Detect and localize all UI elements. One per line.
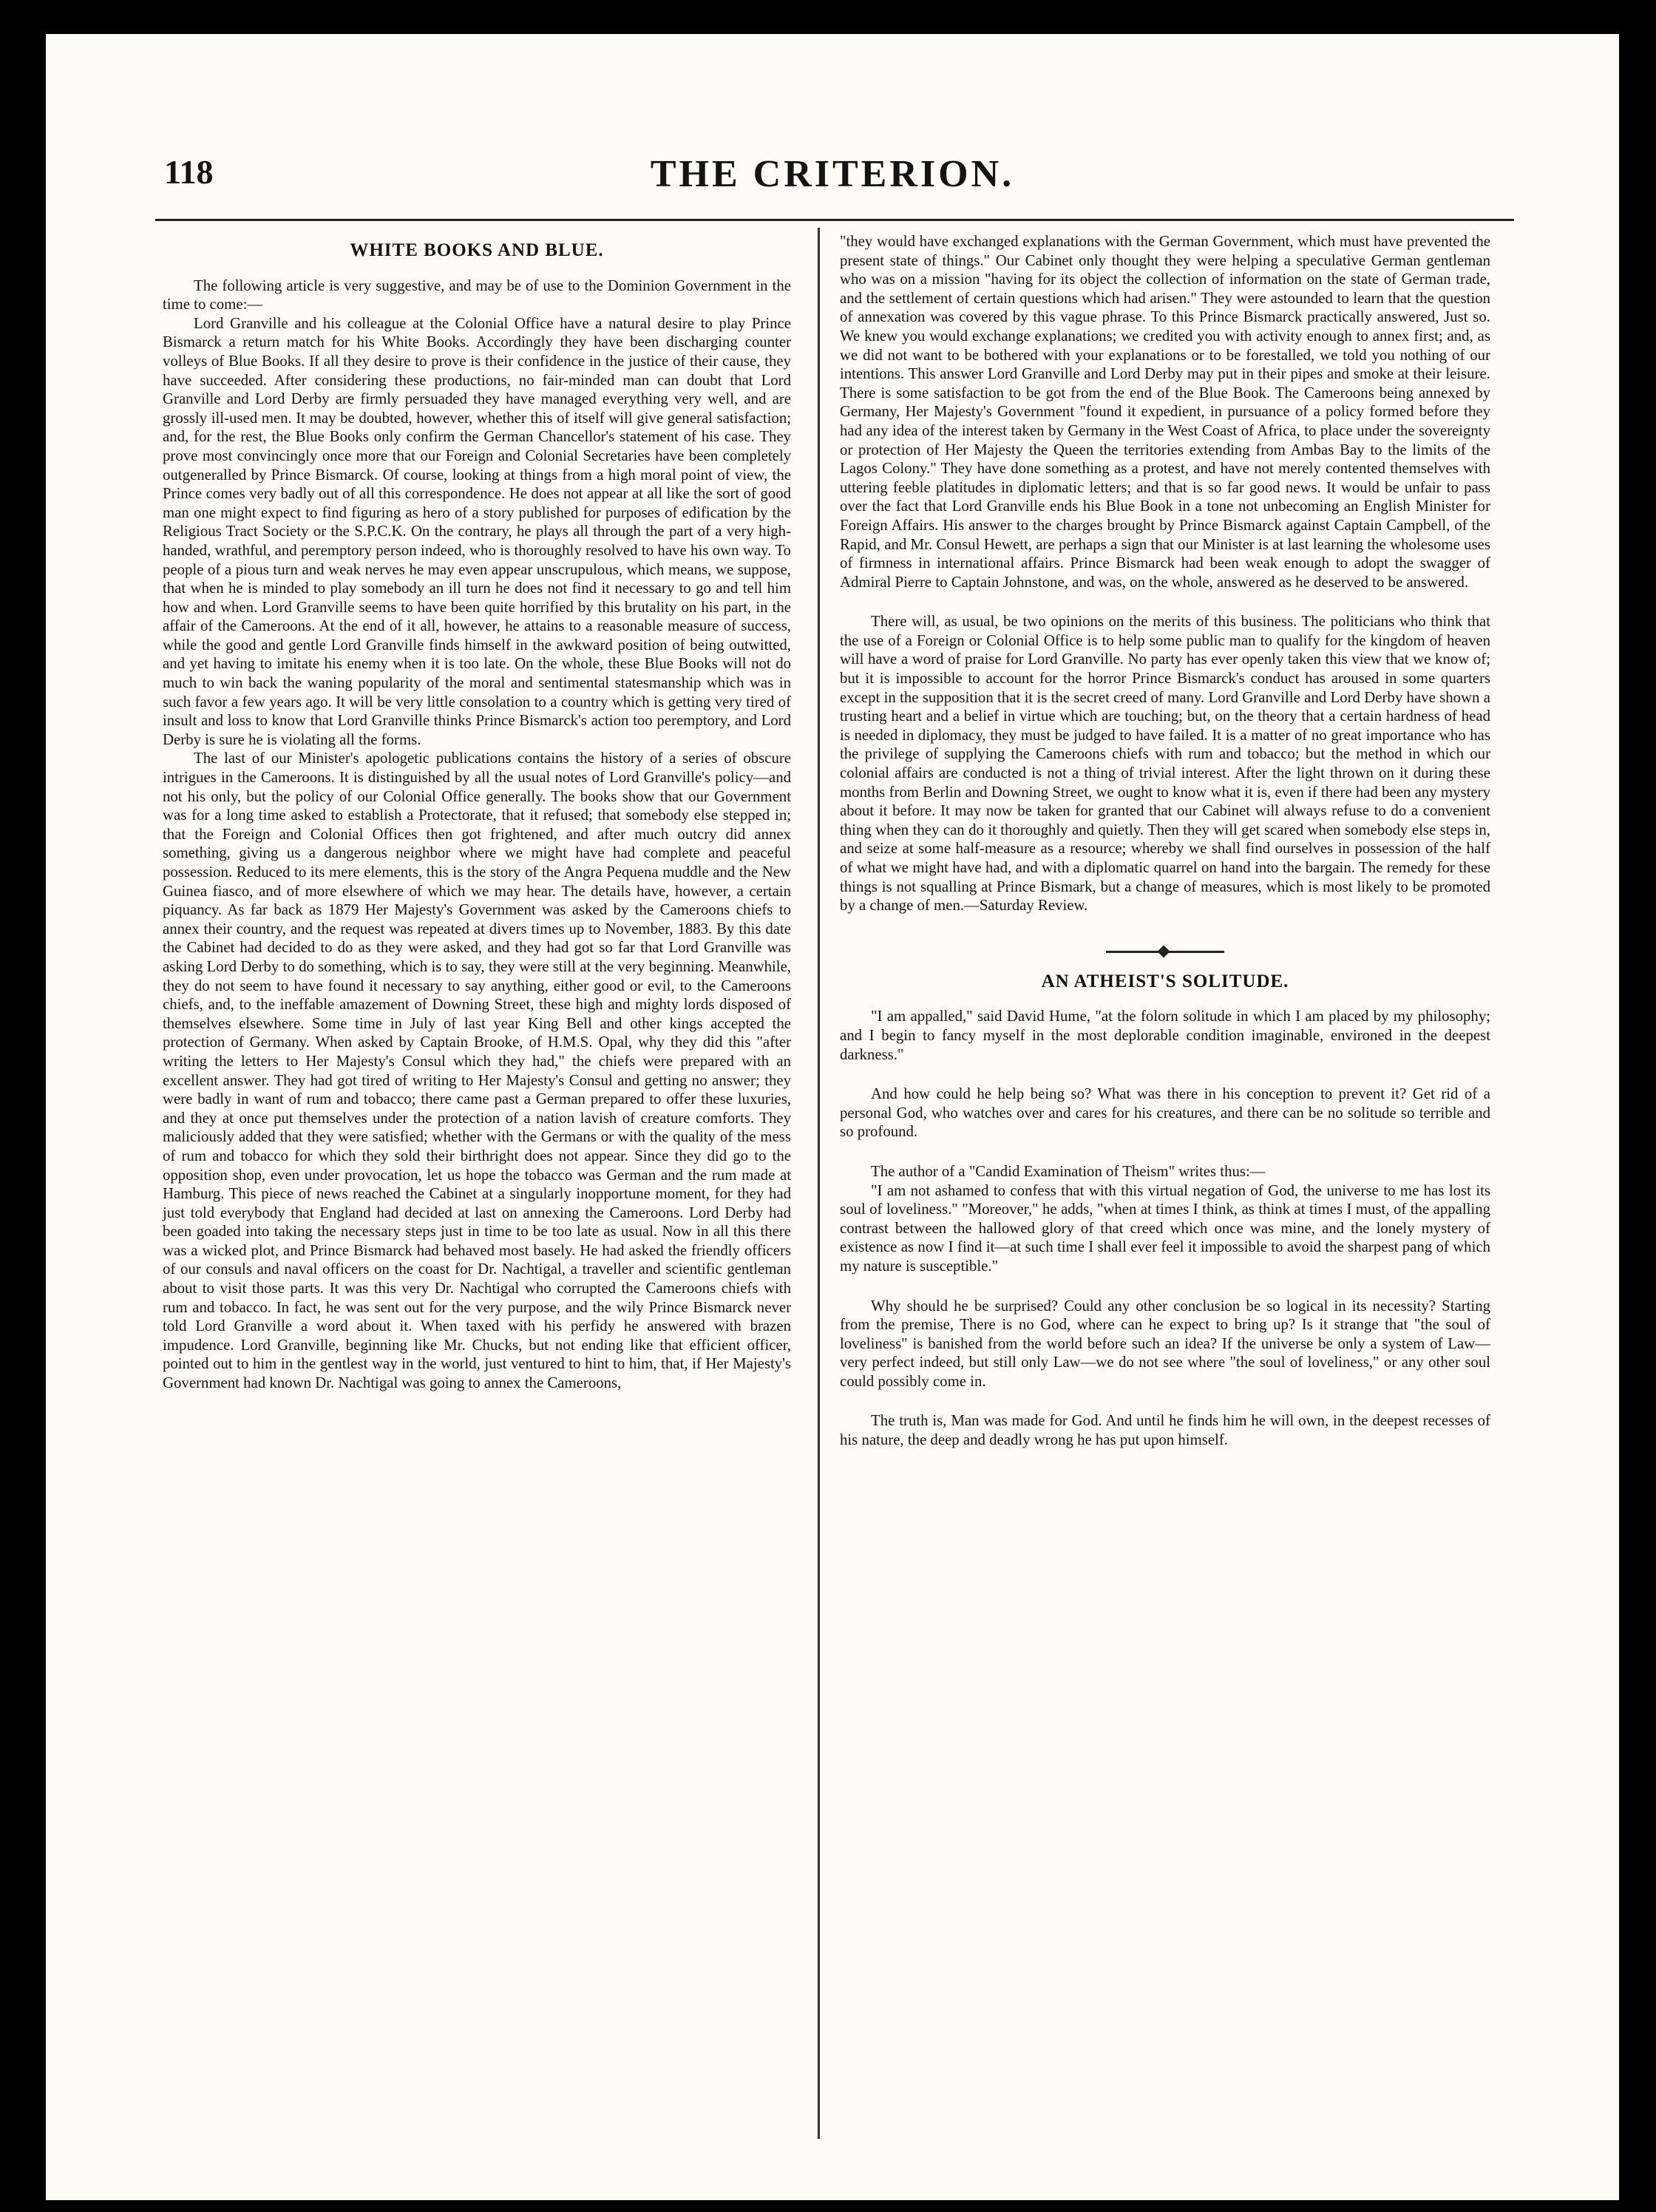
article-paragraph: Why should he be surprised? Could any other conclusion be so logical in its necessity? Starting from the premise, There is no God, where can he expect to bring up? Is it strange that "the soul of loveliness" is banished from the world before such an idea? If the universe be only a system of Law—very perfect indeed, but still only Law—we do not see where "the soul of loveliness," or any other soul could possibly come in.: [840, 1297, 1490, 1390]
left-column: [163, 232, 791, 1393]
article-paragraph: Lord Granville and his colleague at the Colonial Office have a natural desire to play Prince Bismarck a return match for his White Books. Accordingly they have been discharging counter volleys of Blue Books. If all they desire to prove is their confidence in the justice of their cause, they have succeeded. After considering these productions, no fair-minded man can doubt that Lord Granville and Lord Derby are firmly persuaded they have managed everything very well, and are grossly ill-used men. It may be doubted, however, whether this of itself will give general satisfaction; and, for the rest, the Blue Books only confirm the German Chancellor's statement of his case. They prove most convincingly once more that our Foreign and Colonial Secretaries have been completely outgeneralled by Prince Bismarck. Of course, looking at things from a high moral point of view, the Prince comes very badly out of all this correspondence. He does not appear at all like the sort of good man one might expect to find figuring as hero of a story published for purposes of edification by the Religious Tract Society or the S.P.C.K. On the contrary, he plays all through the part of a very high-handed, wrathful, and peremptory person indeed, who is thoroughly resolved to have his own way. To people of a pious turn and weak nerves he may even appear unscrupulous, which means, we suppose, that when he is minded to play somebody an ill turn he does not find it necessary to go and tell him how and when. Lord Granville seems to have been quite horrified by this brutality on his part, in the affair of the Cameroons. At the end of it all, however, he attains to a reasonable measure of success, while the good and gentle Lord Granville finds himself in the awkward position of being outwitted, and yet having to imitate his enemy when it is too late. On the whole, these Blue Books will not do much to win back the waning popularity of the moral and sentimental statesmanship which was in such favor a few years ago. It will be very little consolation to a country which is getting very tired of insult and loss to know that Lord Granville thinks Prince Bismarck's action too peremptory, and Lord Derby is sure he is violating all the forms.: [163, 314, 791, 748]
article-paragraph: The last of our Minister's apologetic publications contains the history of a series of obscure intrigues in the Cameroons. It is distinguished by all the usual notes of Lord Granville's policy—and not his only, but the policy of our Colonial Office generally. The books show that our Government was for a long time asked to establish a Protectorate, that it refused; that somebody else stepped in; that the Foreign and Colonial Offices then got frightened, and after much outcry did annex something, giving us a dangerous neighbor where we might have had complete and peaceful possession. Reduced to its mere elements, this is the story of the Angra Pequena muddle and the New Guinea fiasco, and of more elsewhere of which we may hear. The details have, however, a certain piquancy. As far back as 1879 Her Majesty's Government was asked by the Cameroons chiefs to annex their country, and the request was repeated at divers times up to November, 1883. By this date the Cabinet had decided to do as they were asked, and they had got so far that Lord Granville was asking Lord Derby to do something, which is to say, they were still at the very beginning. Meanwhile, they do not seem to have found it necessary to say anything, either good or evil, to the Cameroons chiefs, and, to the ineffable amazement of Downing Street, these high and mighty lords disposed of themselves elsewhere. Some time in July of last year King Bell and other kings accepted the protection of Germany. When asked by Captain Brooke, of H.M.S. Opal, why they did this "after writing the letters to Her Majesty's Consul which they had," the chiefs were prepared with an excellent answer. They had got tired of writing to Her Majesty's Consul and getting no answer; they were badly in want of rum and tobacco; there came past a German prepared to offer these luxuries, and they at once put themselves under the protection of a nation lavish of creature comforts. They maliciously added that they were satisfied; whether with the Germans or with the quality of the mess of rum and tobacco for which they sold their birthright does not appear. Since they did go to the opposition shop, even under provocation, let us hope the tobacco was German and the rum made at Hamburg. This piece of news reached the Cabinet at a singularly inopportune moment, for they had just told everybody that England had decided at last on annexing the Cameroons. Lord Derby had been goaded into taking the necessary steps just in time to be too late as usual. Now in all this there was a wicked plot, and Prince Bismarck had behaved most basely. He had asked the friendly officers of our consuls and naval officers on the coast for Dr. Nachtigal, a traveller and scientific gentleman about to visit those parts. It was this very Dr. Nachtigal who corrupted the Cameroons chiefs with rum and tobacco. In fact, he was sent out for the very purpose, and the wily Prince Bismarck never told Lord Granville a word about it. When taxed with his perfidy he answered with brazen impudence. Lord Granville, beginning like Mr. Chucks, but not ending like that efficient officer, pointed out to him in the gentlest way in the world, just ventured to hint to him, that, if Her Majesty's Government had known Dr. Nachtigal was going to annex the Cameroons,: [163, 750, 791, 1392]
masthead-title: THE CRITERION.: [650, 153, 1015, 195]
article-paragraph: The author of a "Candid Examination of Theism" writes thus:—: [871, 1162, 1266, 1180]
article-paragraph: The truth is, Man was made for God. And until he finds him he will own, in the deepest recesses of his nature, the deep and deadly wrong he has put upon himself.: [840, 1412, 1490, 1449]
header-rule: [155, 219, 1514, 221]
newspaper-page: [46, 34, 1619, 2200]
right-column: [840, 232, 1490, 1450]
section-separator: [1106, 951, 1224, 953]
article-paragraph: There will, as usual, be two opinions on the merits of this business. The politicians who think that the use of a Foreign or Colonial Office is to help some public man to qualify for the kingdom of heaven will have a word of praise for Lord Granville. No party has ever openly taken this view that we know of; but it is impossible to account for the horror Prince Bismarck's conduct has aroused in some quarters except in the supposition that it is the secret creed of many. Lord Granville and Lord Derby have shown a trusting heart and a belief in virtue which are touching; but, on the theory that a certain hardness of head is needed in diplomacy, they must be judged to have failed. It is a matter of no great importance who has the privilege of supplying the Cameroons chiefs with rum and tobacco; but the method in which our colonial affairs are conducted is not a thing of trivial interest. After the light thrown on it during these months from Berlin and Downing Street, we ought to know what it is, even if there had been any mystery about it before. It may now be taken for granted that our Cabinet will always refuse to do a convenient thing when they can do it thoroughly and quietly. Then they will get scared when somebody else steps in, and seize at some half-measure as a resource; whereby we shall find ourselves in possession of the half of what we might have had, and with a diplomatic quarrel on hand into the bargain. The remedy for these things is not squalling at Prince Bismark, but a change of measures, which is most likely to be promoted by a change of men.—Saturday Review.: [840, 613, 1490, 915]
column-divider: [818, 228, 820, 2139]
article-paragraph: "I am appalled," said David Hume, "at the folorn solitude in which I am placed by my philosophy; and I begin to fancy myself in the most deplorable condition imaginable, environed in the deepest darkness.": [840, 1008, 1490, 1063]
article-paragraph: And how could he help being so? What was there in his conception to prevent it? Get rid of a personal God, who watches over and cares for his creatures, and there can be no solitude so terrible and so profound.: [840, 1085, 1490, 1141]
article-paragraph-continued: "they would have exchanged explanations with the German Government, which must have prevented the present state of things." Our Cabinet only thought they were helping a speculative German gentleman who was on a mission "having for its object the collection of information on the state of German trade, and the settlement of certain questions which had arisen." They were astounded to learn that the question of annexation was covered by this vague phrase. To this Prince Bismarck practically answered, Just so. We knew you would exchange explanations; we credited you with activity enough to annex first; and, as we did not want to be bothered with your explanations or to be forestalled, we told you nothing of our intentions. This answer Lord Granville and Lord Derby may put in their pipes and smoke at their leisure. There is some satisfaction to be got from the end of the Blue Book. The Cameroons being annexed by Germany, Her Majesty's Government "found it expedient, in pursuance of a policy formed before they had any idea of the interest taken by Germany in the West Coast of Africa, to place under the sovereignty or protection of Her Majesty the Queen the territories extending from Ambas Bay to the limits of the Lagos Colony." They have done something as a protest, and have not merely contented themselves with uttering feeble platitudes in diplomatic letters; and that is so far good news. It would be unfair to pass over the fact that Lord Granville ends his Blue Book in a tone not unbecoming an English Minister for Foreign Affairs. His answer to the charges brought by Prince Bismarck against Captain Campbell, of the Rapid, and Mr. Consul Hewett, are perhaps a sign that our Minister is at last learning the wholesome uses of firmness in international affairs. Prince Bismarck had been weak enough to adopt the swagger of Admiral Pierre to Captain Johnstone, and was, on the whole, answered as he deserved to be answered.: [840, 233, 1490, 591]
block-quote: "I am not ashamed to confess that with this virtual negation of God, the universe to me has lost its soul of loveliness." "Moreover," he adds, "when at times I think, as think at times I must, of the appalling contrast between the hallowed glory of that creed which once was mine, and the lonely mystery of existence as now I find it—at such time I shall ever feel it impossible to avoid the sharpest pang of which my nature is susceptible.": [840, 1181, 1490, 1275]
article-title: AN ATHEIST'S SOLITUDE.: [1041, 971, 1289, 991]
page-number: 118: [164, 153, 214, 191]
article-title: WHITE BOOKS AND BLUE.: [350, 240, 604, 260]
article-intro: The following article is very suggestive, and may be of use to the Dominion Government in the time to come:—: [163, 276, 791, 313]
